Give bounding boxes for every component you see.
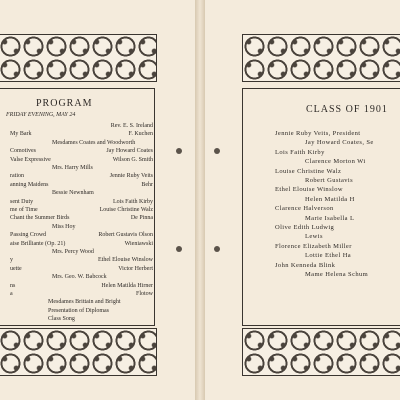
class-member-name: Olive Edith Ludwig xyxy=(275,224,335,231)
program-item xyxy=(0,290,195,298)
program-item-title: Comotives xyxy=(10,148,37,155)
binding-hole xyxy=(176,148,182,154)
class-member-name: Robert Gustavis xyxy=(305,177,354,184)
program-item xyxy=(0,256,195,264)
class-title: CLASS OF 1901 xyxy=(306,104,388,115)
class-member-name: Lois Faith Kirby xyxy=(275,148,325,156)
program-item xyxy=(0,122,195,130)
program-item-performer: Wieniawski xyxy=(124,240,153,247)
program-item xyxy=(0,147,195,155)
program-item xyxy=(0,307,195,315)
class-member-name: Helen Matilda H xyxy=(305,195,355,203)
program-item-performer: Lois Faith Kirby xyxy=(113,198,153,205)
program-item-title: ns xyxy=(10,282,16,289)
class-member-name: Jennie Ruby Veits, President xyxy=(275,130,361,137)
class-member-name: Florence Elizabeth Miller xyxy=(275,242,352,250)
program-item-title: aise Brilliante (Op. 21) xyxy=(10,240,66,247)
program-item xyxy=(0,248,195,256)
program-item-performer: De Pinna xyxy=(130,215,153,222)
program-item-title: ration xyxy=(10,173,24,180)
program-item-title: sent Duty xyxy=(10,198,34,205)
ornamental-border-bottom xyxy=(0,328,157,376)
program-item-title: Bessie Newnham xyxy=(52,190,94,197)
program-item-title: uette xyxy=(10,265,22,272)
program-item xyxy=(0,231,195,239)
class-member-name: Marie Isabella L xyxy=(305,214,355,222)
program-item-title: y xyxy=(10,257,13,264)
program-item-title: Passing Crowd xyxy=(10,232,47,239)
program-item-performer: Ethel Elouise Winslow xyxy=(98,257,153,264)
program-item-title: Miss Hoy xyxy=(52,223,76,230)
program-item xyxy=(0,240,195,248)
class-member-name: Lewis xyxy=(305,233,323,241)
ornamental-border-bottom xyxy=(242,328,400,376)
program-item xyxy=(0,214,195,222)
class-member-name: Ethel Elouise Winslow xyxy=(275,186,343,194)
program-title: PROGRAM xyxy=(36,98,93,109)
program-date: FRIDAY EVENING, MAY 24 xyxy=(6,112,76,118)
program-item-performer: Robert Gustavis Olson xyxy=(98,232,153,239)
program-item xyxy=(0,282,195,290)
program-item-title: Mesdames Coates and Woodworth xyxy=(52,139,136,146)
program-item-performer: Louise Christine Walz xyxy=(99,207,153,213)
left-page xyxy=(0,0,195,400)
program-item-performer: Rev. E. S. Ireland xyxy=(110,123,153,129)
class-member-name: John Kenneda Blink xyxy=(275,261,336,269)
binding-hole xyxy=(176,246,182,252)
program-item-title: Mrs. Harry Mills xyxy=(52,165,93,171)
program-item-performer: F. Kuchen xyxy=(128,131,153,138)
program-item-title: Valse Expressive xyxy=(10,156,51,163)
class-member-name: Clarence Morton Wi xyxy=(305,158,366,166)
binding-hole xyxy=(214,148,220,154)
program-item xyxy=(0,181,195,189)
program-item xyxy=(0,164,195,172)
program-item-title: me of Time xyxy=(10,207,38,213)
program-item-title: a xyxy=(10,291,13,297)
program-item xyxy=(0,139,195,147)
program-item xyxy=(0,130,195,138)
class-member-name: Jay Howard Coates, Se xyxy=(305,139,374,147)
binding-hole xyxy=(214,246,220,252)
program-item xyxy=(0,189,195,197)
ornamental-border-top xyxy=(242,34,400,82)
program-item xyxy=(0,172,195,180)
program-item xyxy=(0,273,195,281)
program-item-title: Chant the Summer Birds xyxy=(10,215,70,222)
program-item xyxy=(0,298,195,306)
program-item-title: Presentation of Diplomas xyxy=(48,307,109,314)
program-item-title: Mesdames Brittain and Bright xyxy=(48,299,121,306)
program-item-performer: Helen Matilda Hirner xyxy=(101,282,153,289)
program-item-performer: Wilson G. Smith xyxy=(112,156,153,163)
class-member-name: Lottie Ethel Ha xyxy=(305,252,352,260)
program-item-performer: Jay Howard Coates xyxy=(106,148,153,155)
program-item-title: My Bark xyxy=(10,131,32,138)
class-member-name: Mame Helena Schum xyxy=(305,271,369,278)
program-item xyxy=(0,156,195,164)
class-member-name: Clarence Halverson xyxy=(275,205,334,213)
page-fold xyxy=(195,0,205,400)
program-item-title: Mrs. Percy Wood xyxy=(52,249,94,255)
program-item xyxy=(0,223,195,231)
program-item-performer: Victor Herbert xyxy=(118,265,153,272)
program-item-title: Class Song xyxy=(48,316,75,323)
program-item-performer: Behr xyxy=(141,181,153,188)
right-page xyxy=(205,0,400,400)
program-item-title: anning Maidens xyxy=(10,181,49,188)
program-item-performer: Jennie Ruby Veits xyxy=(109,173,153,180)
ornamental-border-top xyxy=(0,34,157,82)
program-item-performer: Flotow xyxy=(135,291,153,297)
program-item xyxy=(0,315,195,323)
program-item xyxy=(0,206,195,214)
program-item xyxy=(0,265,195,273)
class-member-name: Louise Christine Walz xyxy=(275,167,342,175)
program-item-title: Mrs. Geo. W. Babcock xyxy=(52,274,107,281)
program-item xyxy=(0,198,195,206)
